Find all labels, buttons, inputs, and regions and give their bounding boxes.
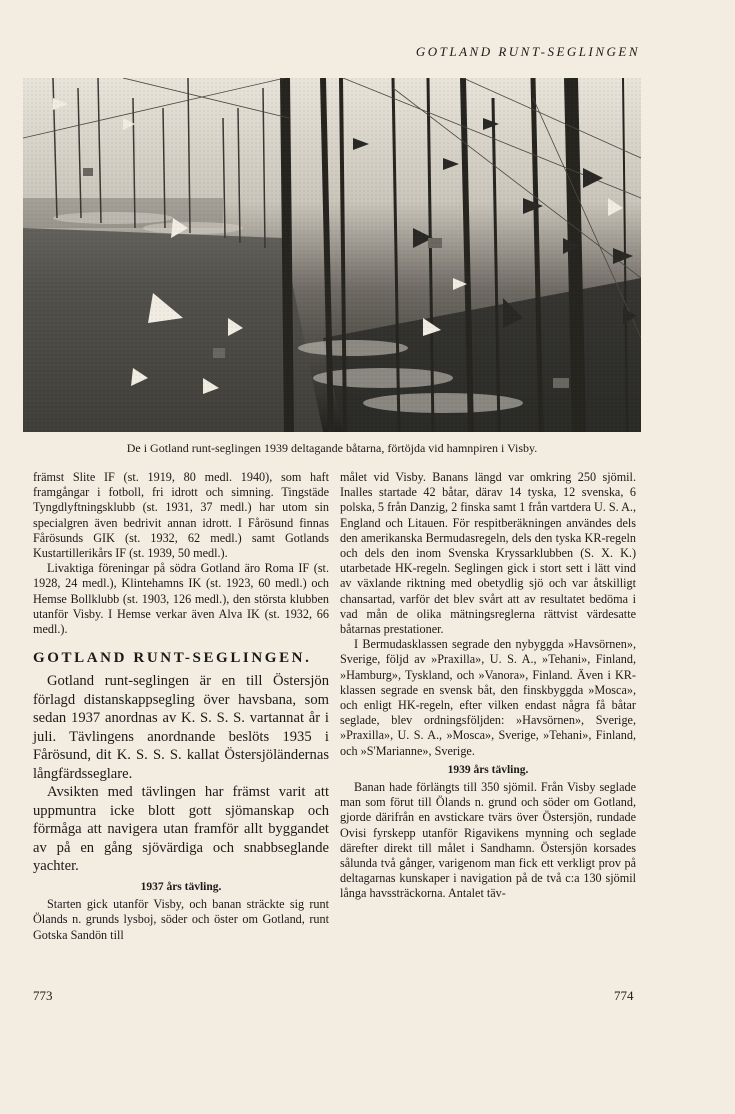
subheading: 1939 års tävling. — [447, 763, 529, 776]
paragraph: Starten gick utanför Visby, och banan sträckte sig runt Ölands n. grunds lysboj, söder och öster om Gotland, runt Gotska Sandön till — [33, 897, 329, 942]
paragraph: Avsikten med tävlingen har främst varit att uppmuntra icke blott gott sjömanskap och förmåga att navigera utan framför allt byggandet av på en gång sjövärdiga och snabbseglande yachter. — [33, 784, 329, 875]
harbor-photo — [23, 78, 641, 432]
section-title: GOTLAND RUNT-SEGLINGEN. — [33, 650, 312, 667]
left-column — [33, 470, 329, 943]
photo-caption: De i Gotland runt-seglingen 1939 deltagande båtarna, förtöjda vid hamnpiren i Visby. — [126, 441, 538, 455]
page-number-left: 773 — [33, 988, 53, 1003]
right-column — [340, 470, 636, 902]
subheading: 1937 års tävling. — [140, 880, 222, 893]
paragraph: målet vid Visby. Banans längd var omkring 250 sjömil. Inalles startade 42 båtar, därav 14 tyska, 12 svenska, 6 polska, 5 från Danzig, 2 finska samt 1 från vartdera U. S. A., England och Litauen. För respitberäkningen användes dels den amerikanska Bermudasregeln, dels den tyska KR-regeln och dels den inom Svenska Kryssarklubben (S. X. K.) utarbetade HK-regeln. Seglingen gick i stort sett i lätt vind av växlande riktning med obetydlig sjö och var åtskilligt chansartad, varför det blev svårt att av resultatet bedöma i vad mån de olika mätningsreglerna rättvist värdesatte båtarnas prestationer. — [340, 470, 636, 637]
paragraph: Livaktiga föreningar på södra Gotland äro Roma IF (st. 1928, 24 medl.), Klintehamns IK (st. 1923, 60 medl.) och Hemse Bollklubb (st. 1903, 126 medl.), den största klubben utanför Visby. I Hemse verkar även Alva IK (st. 1932, 66 medl.). — [33, 561, 329, 637]
running-header: GOTLAND RUNT-SEGLINGEN — [415, 44, 640, 59]
paragraph: främst Slite IF (st. 1919, 80 medl. 1940), som haft framgångar i fotboll, fri idrott och simning. Tingstäde Tyngdlyftningsklubb (st. 1931, 37 medl.) har utom sin specialgren även bedrivit annan idrott. I Fårösund finnas Fårösunds GIK (st. 1932, 62 medl.) samt Gotlands Kustartillerikårs IF (st. 1939, 50 medl.). — [33, 470, 329, 561]
paragraph: I Bermudasklassen segrade den nybyggda »Havsörnen», Sverige, följd av »Praxilla», U. S. A., »Tehani», Finland, »Hamburg», Tyskland, och »Vanora», Finland. Även i KR-klassen segrade en svensk båt, den finskbyggda »Mosca», och enligt HK-regeln, efter vilken endast några få båtar seglade, blev ordningsföljden: »Havsörnen», Sverige, »Praxilla», U. S. A., »Mosca», Sverige, »Tehani», Finland, och »S'Marianne», Sverige. — [340, 637, 636, 758]
paragraph: Banan hade förlängts till 350 sjömil. Från Visby seglade man som förut till Ölands n. grund och söder om Gotland, gjorde därifrån en avstickare tvärs över Östersjön, rundade Ovisi fyrskepp utanför Rigavikens mynning och seglade därefter direkt till målet i Sandhamn. Östersjön korsades sålunda två gånger, varigenom man fick ett verkligt prov på deltagarnas kunskaper i navigation på de två c:a 130 sjömil långa havssträckorna. Antalet täv- — [340, 780, 636, 901]
page-number-right: 774 — [614, 988, 634, 1003]
paragraph: Gotland runt-seglingen är en till Östersjön förlagd distanskappsegling över havsbana, som sedan 1937 anordnas av K. S. S. S. vartannat år i juli. Tävlingens anordnande beslöts 1935 i Fårösund, dit K. S. S. S. kallat Östersjöländernas långfärdsseglare. — [33, 673, 329, 782]
